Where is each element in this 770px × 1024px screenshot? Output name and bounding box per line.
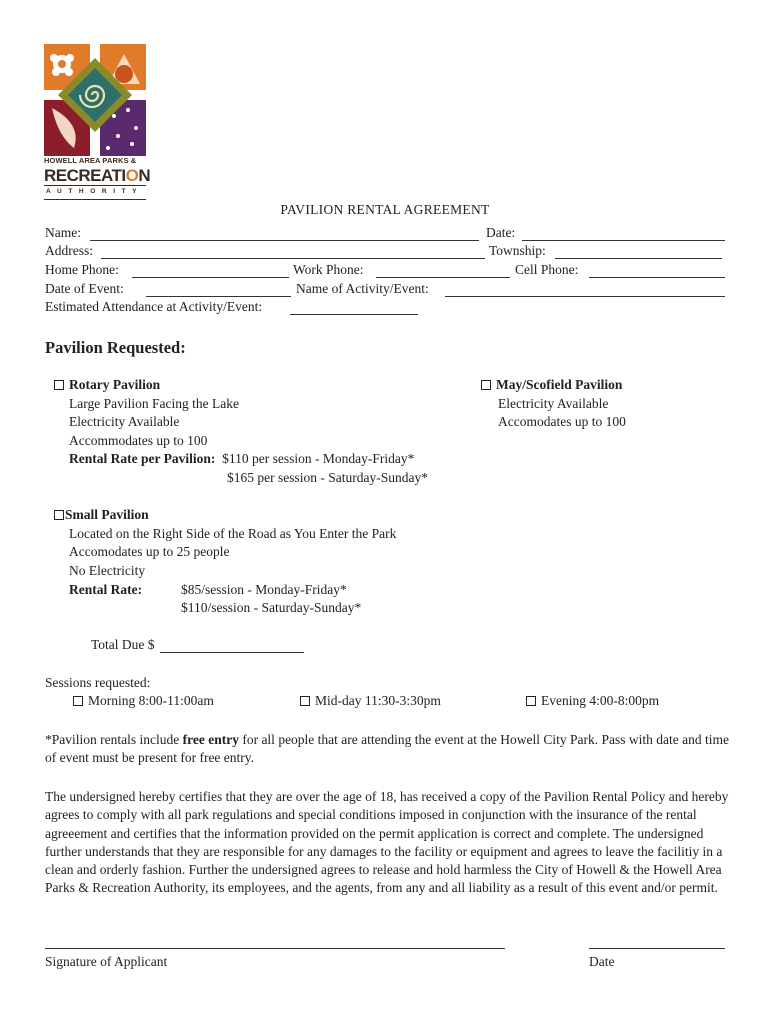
total-due-field[interactable] bbox=[160, 652, 304, 653]
mayscofield-title: May/Scofield Pavilion bbox=[496, 377, 623, 392]
home-phone-label: Home Phone: bbox=[45, 262, 119, 277]
date-of-event-field[interactable] bbox=[146, 296, 291, 297]
small-title: Small Pavilion bbox=[65, 507, 149, 522]
evening-checkbox[interactable] bbox=[526, 696, 536, 706]
small-desc-1: Located on the Right Side of the Road as You Enter the Park bbox=[69, 526, 397, 541]
mayscofield-checkbox[interactable] bbox=[481, 380, 491, 390]
signature-date-label: Date bbox=[589, 954, 615, 969]
address-label: Address: bbox=[45, 243, 93, 258]
activity-name-field[interactable] bbox=[445, 296, 725, 297]
date-field[interactable] bbox=[522, 240, 725, 241]
small-desc-3: No Electricity bbox=[69, 563, 146, 578]
logo-mark-icon bbox=[44, 44, 146, 156]
name-field[interactable] bbox=[90, 240, 479, 241]
mayscofield-desc-2: Accomodates up to 100 bbox=[498, 414, 626, 429]
rotary-checkbox[interactable] bbox=[54, 380, 64, 390]
attendance-label: Estimated Attendance at Activity/Event: bbox=[45, 299, 263, 314]
rotary-rate-label: Rental Rate per Pavilion: bbox=[69, 451, 216, 466]
address-field[interactable] bbox=[101, 258, 485, 259]
rotary-desc-1: Large Pavilion Facing the Lake bbox=[69, 396, 239, 411]
signature-field[interactable] bbox=[45, 948, 505, 949]
total-due-label: Total Due $ bbox=[91, 637, 155, 652]
date-of-event-label: Date of Event: bbox=[45, 281, 124, 296]
small-desc-2: Accomodates up to 25 people bbox=[69, 544, 230, 559]
logo-line-1: HOWELL AREA PARKS & bbox=[44, 156, 137, 165]
activity-name-label: Name of Activity/Event: bbox=[296, 281, 429, 296]
free-entry-note: *Pavilion rentals include free entry for all people that are attending the event at the Howell City Park. Pass with date and time of event must be present for free entry. bbox=[45, 732, 729, 766]
signature-date-field[interactable] bbox=[589, 948, 725, 949]
work-phone-field[interactable] bbox=[376, 277, 510, 278]
work-phone-label: Work Phone: bbox=[293, 262, 364, 277]
rotary-option[interactable] bbox=[54, 377, 160, 393]
small-rate-label: Rental Rate: bbox=[69, 582, 143, 597]
small-option[interactable] bbox=[54, 507, 149, 523]
hapra-logo bbox=[44, 44, 151, 204]
free-entry-bold: free entry bbox=[182, 732, 239, 747]
cell-phone-field[interactable] bbox=[589, 277, 725, 278]
morning-label: Morning 8:00-11:00am bbox=[88, 693, 214, 708]
small-rate-1: $85/session - Monday-Friday* bbox=[181, 582, 347, 597]
mayscofield-option[interactable] bbox=[481, 377, 622, 393]
small-rate-2: $110/session - Saturday-Sunday* bbox=[181, 600, 362, 615]
small-checkbox[interactable] bbox=[54, 510, 64, 520]
township-field[interactable] bbox=[555, 258, 722, 259]
session-midday[interactable] bbox=[300, 693, 441, 709]
rotary-desc-2: Electricity Available bbox=[69, 414, 180, 429]
midday-checkbox[interactable] bbox=[300, 696, 310, 706]
rotary-rate-2: $165 per session - Saturday-Sunday* bbox=[227, 470, 428, 485]
rotary-rate-1: $110 per session - Monday-Friday* bbox=[222, 451, 415, 466]
rotary-desc-3: Accommodates up to 100 bbox=[69, 433, 208, 448]
rotary-rate-row bbox=[69, 451, 414, 467]
signature-label: Signature of Applicant bbox=[45, 954, 168, 969]
mayscofield-desc-1: Electricity Available bbox=[498, 396, 609, 411]
page-title: PAVILION RENTAL AGREEMENT bbox=[280, 202, 490, 217]
pavilion-requested-heading: Pavilion Requested: bbox=[45, 338, 186, 357]
midday-label: Mid-day 11:30-3:30pm bbox=[315, 693, 441, 708]
session-morning[interactable] bbox=[73, 693, 214, 709]
logo-divider bbox=[44, 185, 146, 186]
name-label: Name: bbox=[45, 225, 81, 240]
logo-divider-bottom bbox=[44, 199, 146, 200]
date-label: Date: bbox=[486, 225, 516, 240]
rotary-title: Rotary Pavilion bbox=[69, 377, 161, 392]
evening-label: Evening 4:00-8:00pm bbox=[541, 693, 660, 708]
cell-phone-label: Cell Phone: bbox=[515, 262, 579, 277]
morning-checkbox[interactable] bbox=[73, 696, 83, 706]
certification-paragraph: The undersigned hereby certifies that they are over the age of 18, has received a copy of the Pavilion Rental Policy and hereby agrees to comply with all park regulations and special conditions imposed in conjunction with the insurance of the rental agreeement and certifies that the information provided on the permit application is correct and complete. The undersigned further understands that they are responsible for any damages to the facility or equipment and agrees to leave the facilitiy in a clean and orderly fashion. Further the undersigned agrees to release and hold harmless the City of Howell & the Howell Area Parks & Recreation Authority, its employees, and the agents, from any and all liability as a result of this event and/or permit. bbox=[45, 789, 729, 896]
home-phone-field[interactable] bbox=[132, 277, 289, 278]
session-evening[interactable] bbox=[526, 693, 659, 709]
logo-line-2: RECREATION bbox=[44, 166, 151, 185]
sessions-label: Sessions requested: bbox=[45, 675, 151, 690]
township-label: Township: bbox=[489, 243, 546, 258]
attendance-field[interactable] bbox=[290, 314, 418, 315]
logo-line-3: A U T H O R I T Y bbox=[46, 188, 139, 195]
